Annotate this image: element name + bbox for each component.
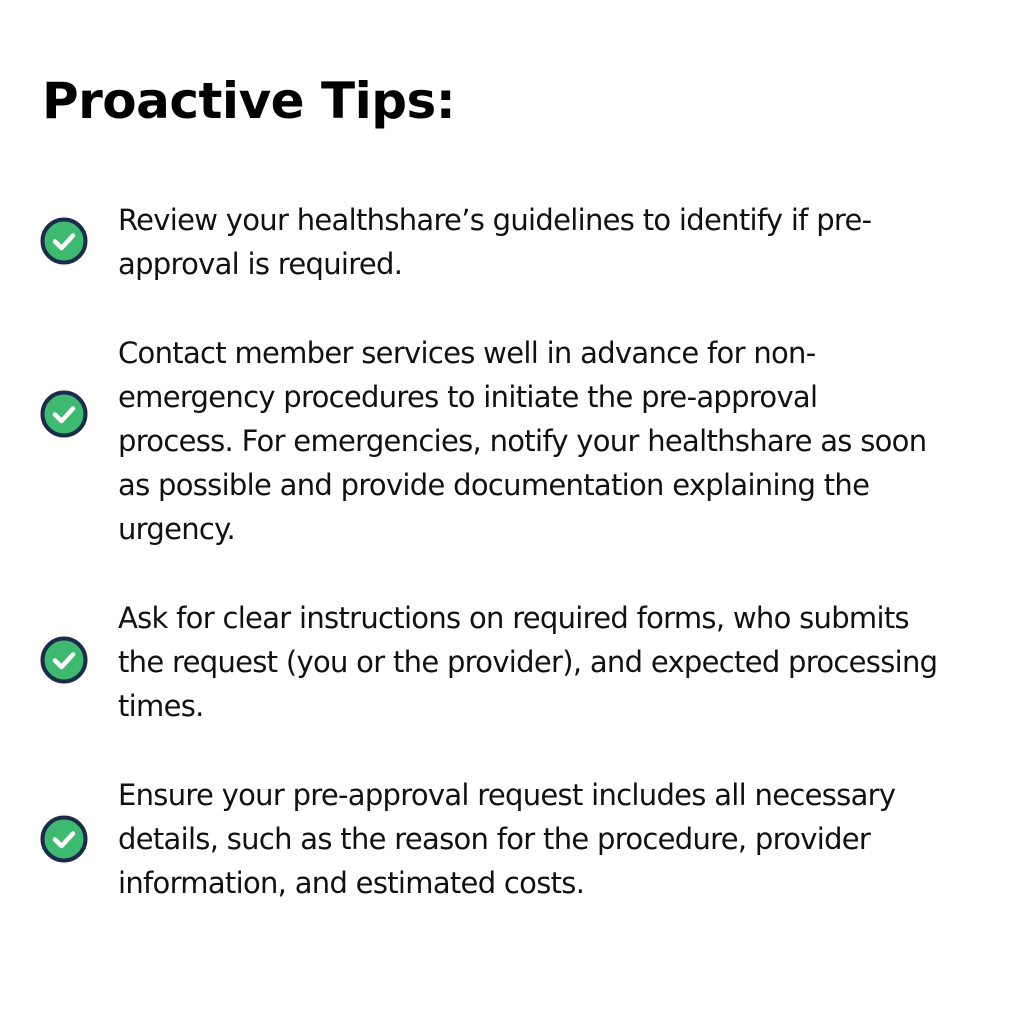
check-circle-icon xyxy=(40,390,88,438)
page-title: Proactive Tips: xyxy=(42,72,456,130)
tip-text: Ask for clear instructions on required forms, who submits the request (you or the provider), and expected processing times. xyxy=(118,601,938,723)
tip-text: Contact member services well in advance for non- emergency procedures to initiate the pre-approval process. For emergencies, notify your healthshare as soon as possible and provide documentation explaining the urgency. xyxy=(118,336,927,546)
check-circle-icon xyxy=(40,815,88,863)
tip-text: Ensure your pre-approval request includes all necessary details, such as the reason for the procedure, provider information, and estimated costs. xyxy=(118,778,896,900)
check-circle-icon xyxy=(40,217,88,265)
check-circle-icon xyxy=(40,636,88,684)
tip-text: Review your healthshare’s guidelines to identify if pre- approval is required. xyxy=(118,203,872,281)
